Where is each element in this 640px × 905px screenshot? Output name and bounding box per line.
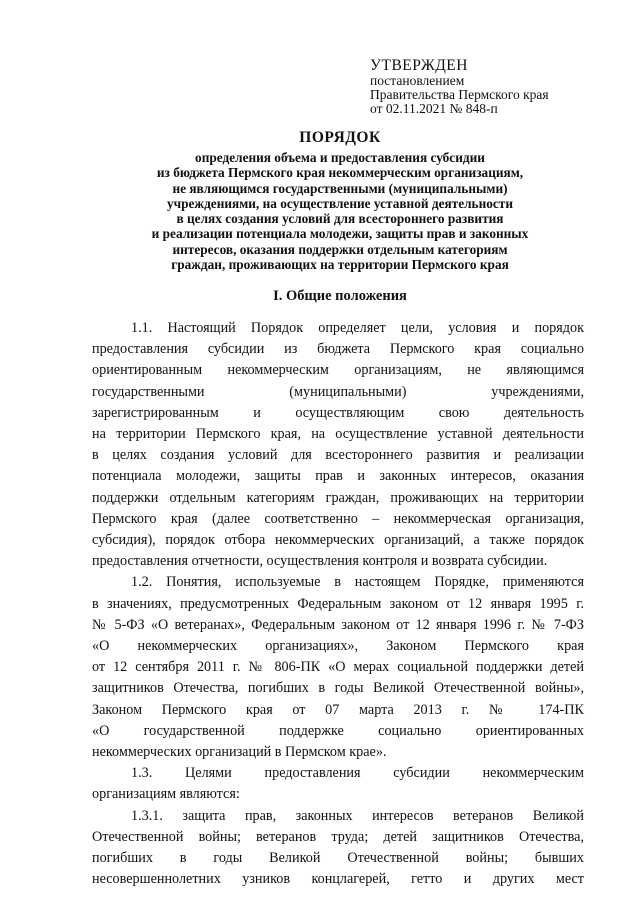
subtitle-line: из бюджета Пермского края некоммерческим организациям, (156, 165, 524, 181)
approval-stamp (370, 58, 620, 116)
approval-line: от 02.11.2021 № 848-п (370, 101, 498, 116)
body-line: 1.1. Настоящий Порядок определяет цели, условия и порядок (131, 320, 584, 336)
document-title: ПОРЯДОК (299, 129, 381, 146)
subtitle-line: в целях создания условий для всестороннего развития (176, 211, 504, 227)
document-subtitle (96, 150, 584, 272)
body-line: ориентированным некоммерческим организациям, не являющимся (92, 362, 584, 379)
body-line: некоммерческих организаций в Пермском крае». (92, 744, 387, 761)
body-line: организациям являются: (92, 786, 240, 803)
document-title-block (96, 128, 584, 272)
body-line: Пермского края (далее соответственно – некоммерческая организация, (92, 510, 584, 527)
subtitle-line: не являющимся государственными (муниципальными) (172, 180, 508, 196)
body-line: в значениях, предусмотренных Федеральным законом от 12 января 1995 г. (92, 595, 584, 612)
body-line: несовершеннолетних узников концлагерей, гетто и других мест (92, 871, 584, 888)
body-line: от 12 сентября 2011 г. № 806-ПК «О мерах социальной поддержки детей (92, 659, 584, 676)
body-line: погибших в годы Великой Отечественной войны; бывших (92, 850, 584, 867)
body-line: в целях создания условий для всестороннего развития и реализации (92, 447, 584, 464)
body-line: предоставления отчетности, осуществления контроля и возврата субсидии. (92, 553, 548, 570)
subtitle-line: определения объема и предоставления субсидии (195, 150, 485, 165)
body-line: «О некоммерческих организациях», Законом Пермского края (92, 638, 584, 655)
body-line: 1.3.1. защита прав, законных интересов ветеранов Великой (131, 807, 584, 824)
body-line: защитников Отечества, погибших в годы Великой Отечественной войны», (92, 680, 584, 697)
body-line: государственными (муниципальными) учреждениями, (92, 383, 584, 400)
body-line: 1.2. Понятия, используемые в настоящем Порядке, применяются (131, 574, 584, 591)
approval-title: УТВЕРЖДЕН (370, 57, 468, 74)
approval-line: постановлением (370, 73, 465, 88)
body-line: субсидия), порядок отбора некоммерческих организаций, а также порядок (92, 532, 584, 549)
approval-line: Правительства Пермского края (370, 87, 549, 102)
subtitle-line: и реализации потенциала молодежи, защиты прав и законных (151, 226, 529, 242)
body-text (92, 318, 584, 890)
body-line: Отечественной войны; ветеранов труда; детей защитников Отечества, (92, 828, 584, 845)
body-line: Законом Пермского края от 07 марта 2013 г. № 174-ПК (92, 701, 584, 718)
subtitle-line: учреждениями, на осуществление уставной деятельности (166, 195, 513, 211)
body-line: № 5-ФЗ «О ветеранах», Федеральным законом от 12 января 1996 г. № 7-ФЗ (92, 616, 584, 633)
body-line: поддержки отдельным категориям граждан, проживающих на территории (92, 489, 584, 506)
body-line: «О государственной поддержке социально ориентированных (92, 722, 584, 739)
body-line: предоставления субсидии из бюджета Пермского края социально (92, 341, 584, 358)
body-line: 1.3. Целями предоставления субсидии некоммерческим (131, 765, 584, 782)
body-line: на территории Пермского края, на осуществление уставной деятельности (92, 426, 584, 443)
subtitle-line: интересов, оказания поддержки отдельным категориям (172, 241, 508, 257)
subtitle-line: граждан, проживающих на территории Пермского края (171, 257, 509, 273)
body-line: зарегистрированным и осуществляющим свою деятельность (92, 404, 584, 421)
body-line: потенциала молодежи, защиты прав и законных интересов, оказания (92, 468, 584, 485)
section-heading: I. Общие положения (273, 288, 407, 304)
